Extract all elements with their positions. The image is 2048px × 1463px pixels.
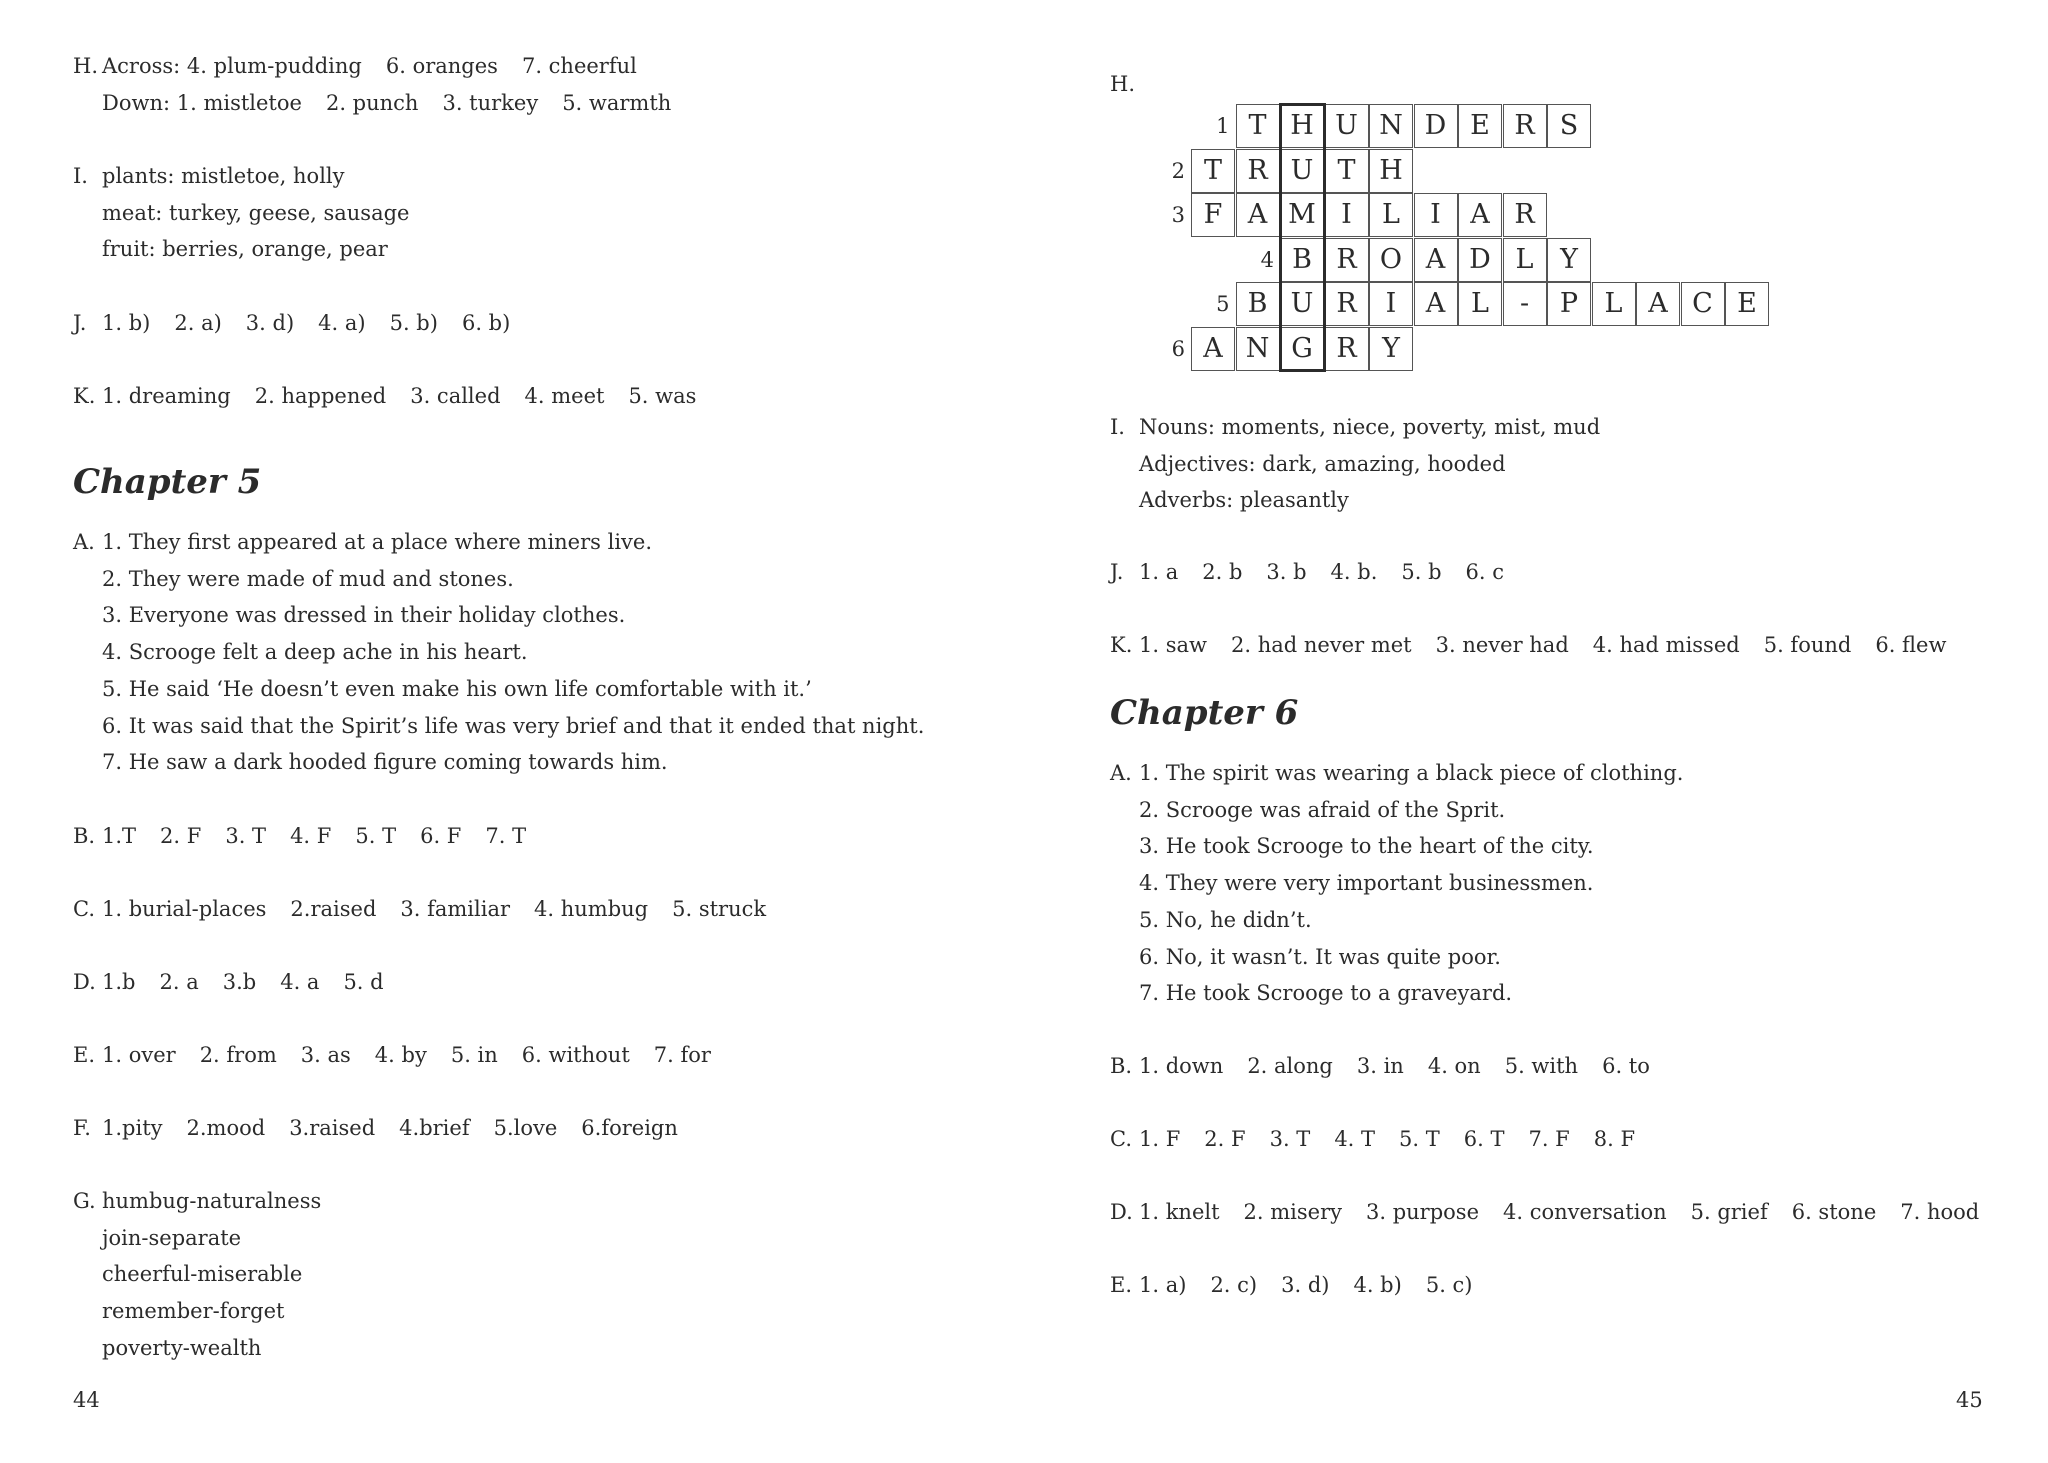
answer-line	[102, 1037, 735, 1074]
section-letter: I.	[1110, 415, 1125, 439]
answer-text: 1.T	[102, 824, 137, 848]
crossword-cell: Y	[1547, 238, 1591, 282]
section-letter: K.	[73, 384, 96, 408]
answer-text: 3. in	[1356, 1054, 1404, 1078]
crossword-cell: B	[1280, 238, 1324, 282]
crossword-cell: U	[1325, 104, 1369, 148]
answer-text: 3. familiar	[400, 897, 511, 921]
answer-text: 1. The spirit was wearing a black piece of clothing.	[1139, 761, 1684, 785]
section-letter: E.	[73, 1043, 96, 1067]
answer-line	[1139, 828, 1618, 865]
answer-text: 1. burial-places	[102, 897, 267, 921]
answer-line	[102, 231, 412, 268]
crossword-cell: E	[1458, 104, 1502, 148]
crossword-cell: A	[1458, 193, 1502, 237]
answer-text: 5. was	[628, 384, 697, 408]
crossword-cell: T	[1325, 149, 1369, 193]
answer-text: 4. had missed	[1592, 633, 1740, 657]
answer-line	[102, 85, 695, 122]
answer-text: Adjectives: dark, amazing, hooded	[1139, 451, 1506, 476]
answer-text: 3. purpose	[1366, 1200, 1480, 1224]
answer-text: 5. T	[355, 824, 397, 848]
crossword-cell: A	[1636, 282, 1680, 326]
crossword-cell: B	[1236, 282, 1280, 326]
crossword-cell: A	[1414, 282, 1458, 326]
section-letter: J.	[73, 311, 87, 335]
answer-text: 1.b	[102, 970, 136, 994]
answer-text: 5. with	[1504, 1054, 1579, 1078]
answer-text: 6. No, it wasn’t. It was quite poor.	[1139, 944, 1501, 969]
answer-text: 1. a)	[1139, 1273, 1187, 1297]
answer-text: join-separate	[102, 1225, 242, 1250]
section-letter: C.	[1110, 1127, 1132, 1151]
crossword-clue-number: 1	[1216, 114, 1230, 138]
answer-line	[1139, 975, 1536, 1012]
section-letter: A.	[73, 530, 95, 554]
answer-text: 3. He took Scrooge to the heart of the city.	[1139, 834, 1594, 859]
answer-text: 4.brief	[399, 1116, 470, 1140]
answer-line	[1139, 446, 1530, 483]
answer-text: 3. T	[225, 824, 267, 848]
answer-text: remember-forget	[102, 1299, 285, 1324]
answer-text: 5. b)	[389, 311, 438, 335]
answer-line	[102, 891, 790, 928]
answer-text: fruit: berries, orange, pear	[102, 237, 388, 262]
answer-line	[102, 1220, 265, 1257]
answer-text: 2.raised	[290, 897, 377, 921]
answer-text: 7. F	[1528, 1127, 1570, 1151]
crossword-cell: R	[1325, 282, 1369, 326]
answer-line	[102, 964, 408, 1001]
answer-text: 4. b.	[1330, 560, 1378, 584]
answer-text: 1. They first appeared at a place where miners live.	[102, 530, 652, 554]
answer-text: 3. turkey	[442, 90, 539, 115]
answer-line	[102, 524, 676, 561]
crossword-cell: U	[1280, 149, 1324, 193]
answer-text: 2. had never met	[1230, 633, 1412, 657]
section-letter: K.	[1110, 633, 1133, 657]
answer-text: 5. c)	[1425, 1273, 1473, 1297]
answer-text: 2. Scrooge was afraid of the Sprit.	[1139, 797, 1506, 822]
chapter-heading: Chapter 5	[73, 462, 262, 502]
answer-text: 3.raised	[289, 1116, 376, 1140]
crossword-clue-number: 3	[1171, 203, 1185, 227]
answer-line	[1139, 755, 1707, 792]
answer-line	[1139, 1048, 1674, 1085]
answer-line	[102, 1330, 285, 1367]
answer-line	[1139, 902, 1336, 939]
answer-text: 6.foreign	[581, 1116, 678, 1140]
answer-line	[102, 1293, 309, 1330]
chapter-heading: Chapter 6	[1110, 693, 1299, 733]
answer-text: 6. It was said that the Spirit’s life was very brief and that it ended that night.	[102, 713, 925, 738]
answer-text: 3. d)	[245, 311, 295, 335]
answer-line	[102, 818, 550, 855]
answer-line	[102, 744, 692, 781]
answer-text: cheerful-miserable	[102, 1262, 303, 1287]
answer-text: 7. hood	[1900, 1200, 1980, 1224]
crossword-cell: D	[1458, 238, 1502, 282]
answer-line	[1139, 1194, 2003, 1231]
answer-line	[1139, 554, 1528, 591]
answer-text: 5. d	[343, 970, 384, 994]
crossword-cell: T	[1236, 104, 1280, 148]
answer-text: 5. found	[1763, 633, 1852, 657]
answer-text: 2. misery	[1243, 1200, 1342, 1224]
crossword-cell: R	[1236, 149, 1280, 193]
crossword-clue-number: 5	[1216, 292, 1230, 316]
answer-text: 1. dreaming	[102, 384, 231, 408]
crossword-cell: L	[1458, 282, 1502, 326]
answer-line	[1139, 482, 1373, 519]
answer-text: 6. T	[1463, 1127, 1505, 1151]
answer-line	[102, 195, 433, 232]
answer-line	[102, 634, 552, 671]
crossword-cell: H	[1280, 104, 1324, 148]
answer-text: 1. down	[1139, 1054, 1224, 1078]
section-letter: B.	[73, 824, 96, 848]
answer-text: 4. conversation	[1503, 1200, 1667, 1224]
answer-line	[102, 708, 948, 745]
answer-text: 5. struck	[672, 897, 767, 921]
answer-text: poverty-wealth	[102, 1335, 262, 1360]
crossword-cell: T	[1191, 149, 1235, 193]
answer-line	[102, 561, 538, 598]
crossword-cell: F	[1191, 193, 1235, 237]
answer-text: 4. humbug	[534, 897, 649, 921]
crossword-cell: N	[1236, 327, 1280, 371]
answer-text: 2. from	[199, 1043, 277, 1067]
answer-text: 4. a	[280, 970, 320, 994]
answer-text: 3. called	[410, 384, 501, 408]
answer-line	[102, 597, 649, 634]
section-letter: A.	[1110, 761, 1132, 785]
answer-text: Adverbs: pleasantly	[1139, 488, 1349, 513]
crossword-clue-number: 6	[1171, 336, 1185, 361]
section-letter: J.	[1110, 560, 1124, 584]
crossword-cell: H	[1369, 149, 1413, 193]
answer-text: 2.mood	[186, 1116, 266, 1140]
answer-text: 1. knelt	[1139, 1200, 1220, 1224]
answer-text: 2. c)	[1210, 1273, 1258, 1297]
answer-text: 1. a	[1139, 560, 1179, 584]
crossword-cell: -	[1503, 282, 1547, 326]
crossword-cell: I	[1325, 193, 1369, 237]
crossword-cell: I	[1369, 282, 1413, 326]
answer-text: 1.pity	[102, 1116, 163, 1140]
answer-line	[102, 671, 836, 708]
answer-line	[1139, 627, 1970, 664]
crossword-clue-number: 4	[1260, 247, 1274, 272]
section-letter: E.	[1110, 1273, 1133, 1297]
section-letter: C.	[73, 897, 95, 921]
crossword-cell: E	[1725, 282, 1769, 326]
answer-text: 2. happened	[254, 384, 387, 408]
crossword-cell: Y	[1369, 327, 1413, 371]
answer-text: 5. in	[450, 1043, 498, 1067]
answer-text: 6. oranges	[385, 54, 498, 78]
answer-text: 4. F	[290, 824, 332, 848]
crossword-cell: U	[1280, 282, 1324, 326]
answer-line	[102, 48, 661, 85]
answer-text: 7. cheerful	[521, 54, 637, 78]
answer-text: 2. along	[1247, 1054, 1333, 1078]
answer-line	[1139, 409, 1624, 446]
section-letter: D.	[73, 970, 96, 994]
crossword-cell: C	[1681, 282, 1725, 326]
answer-text: meat: turkey, geese, sausage	[102, 200, 410, 225]
answer-text: 6. F	[420, 824, 462, 848]
answer-text: 3.b	[222, 970, 257, 994]
answer-text: 6. to	[1602, 1054, 1650, 1078]
answer-text: 4. b)	[1353, 1273, 1402, 1297]
answer-line	[1139, 1267, 1497, 1304]
crossword-cell: R	[1503, 193, 1547, 237]
answer-text: 6. without	[521, 1043, 630, 1067]
answer-text: 2. a	[159, 970, 199, 994]
crossword-cell: O	[1369, 238, 1413, 282]
crossword-cell: A	[1191, 327, 1235, 371]
answer-line	[1139, 939, 1525, 976]
answer-text: 8. F	[1593, 1127, 1636, 1151]
crossword-clue-number: 2	[1171, 158, 1185, 183]
answer-text: 2. punch	[325, 90, 419, 115]
answer-line	[102, 305, 534, 342]
section-letter: D.	[1110, 1200, 1133, 1224]
answer-text: 7. T	[485, 824, 527, 848]
crossword-grid	[1024, 0, 2048, 400]
crossword-cell: R	[1325, 327, 1369, 371]
crossword-cell: S	[1547, 104, 1591, 148]
section-letter: H.	[73, 54, 98, 78]
crossword-cell: L	[1592, 282, 1636, 326]
answer-text: plants: mistletoe, holly	[102, 164, 345, 188]
crossword-cell: P	[1547, 282, 1591, 326]
answer-text: 1. F	[1139, 1127, 1181, 1151]
answer-text: 4. meet	[524, 384, 605, 408]
crossword-cell: I	[1414, 193, 1458, 237]
crossword-cell: G	[1280, 327, 1324, 371]
answer-text: 1. over	[102, 1043, 176, 1067]
answer-text: 7. He took Scrooge to a graveyard.	[1139, 981, 1513, 1006]
answer-text: 4. They were very important businessmen.	[1139, 871, 1594, 896]
answer-text: 5. No, he didn’t.	[1139, 907, 1312, 932]
crossword-cell: M	[1280, 193, 1324, 237]
answer-text: 6. stone	[1791, 1200, 1877, 1224]
answer-line	[102, 378, 720, 415]
answer-text: 5. b	[1401, 560, 1442, 584]
answer-text: 5. T	[1399, 1127, 1440, 1151]
answer-text: 4. by	[374, 1043, 427, 1067]
answer-text: 4. a)	[318, 311, 366, 335]
page-number-left: 44	[73, 1388, 100, 1412]
answer-text: Down: 1. mistletoe	[102, 90, 302, 115]
crossword-cell: R	[1503, 104, 1547, 148]
crossword-cell: L	[1369, 193, 1413, 237]
answer-text: 1. saw	[1139, 633, 1207, 657]
answer-text: 3. T	[1269, 1127, 1311, 1151]
answer-text: 5. grief	[1690, 1200, 1768, 1224]
answer-text: 2. F	[1204, 1127, 1246, 1151]
section-letter: B.	[1110, 1054, 1133, 1078]
answer-text: 4. on	[1427, 1054, 1481, 1078]
answer-text: 6. b)	[461, 311, 511, 335]
answer-line	[102, 1110, 702, 1147]
crossword-cell: R	[1325, 238, 1369, 282]
crossword-section-letter: H.	[1110, 72, 1135, 96]
answer-text: 1. b)	[102, 311, 151, 335]
answer-text: 2. a)	[174, 311, 222, 335]
crossword-cell: A	[1414, 238, 1458, 282]
answer-text: 2. F	[160, 824, 202, 848]
answer-line	[1139, 865, 1617, 902]
answer-text: 3. Everyone was dressed in their holiday clothes.	[102, 603, 626, 628]
answer-text: 3. as	[300, 1043, 351, 1067]
page-number-right: 45	[1956, 1388, 1983, 1412]
crossword-cell: D	[1414, 104, 1458, 148]
answer-text: 7. He saw a dark hooded figure coming towards him.	[102, 750, 668, 775]
answer-text: 5. warmth	[562, 90, 672, 115]
answer-text: humbug-naturalness	[102, 1189, 322, 1213]
answer-text: 6. flew	[1875, 633, 1947, 657]
answer-text: 3. b	[1266, 560, 1307, 584]
answer-text: Nouns: moments, niece, poverty, mist, mud	[1139, 415, 1601, 439]
crossword-cell: N	[1369, 104, 1413, 148]
section-letter: G.	[73, 1189, 96, 1213]
answer-text: 5.love	[493, 1116, 558, 1140]
answer-line	[102, 158, 368, 195]
answer-line	[1139, 1121, 1659, 1158]
answer-line	[1139, 792, 1529, 829]
answer-line	[102, 1256, 326, 1293]
answer-text: 6. c	[1465, 560, 1505, 584]
section-letter: F.	[73, 1116, 91, 1140]
answer-text: 3. never had	[1435, 633, 1569, 657]
answer-text: Across: 4. plum-pudding	[102, 54, 362, 78]
crossword-cell: A	[1236, 193, 1280, 237]
answer-line	[102, 1183, 345, 1220]
crossword-cell: L	[1503, 238, 1547, 282]
answer-text: 4. Scrooge felt a deep ache in his heart.	[102, 640, 528, 665]
answer-text: 5. He said ‘He doesn’t even make his own life comfortable with it.’	[102, 676, 812, 701]
section-letter: I.	[73, 164, 88, 188]
answer-text: 7. for	[653, 1043, 711, 1067]
answer-text: 2. b	[1202, 560, 1243, 584]
answer-text: 2. They were made of mud and stones.	[102, 566, 514, 591]
answer-text: 4. T	[1334, 1127, 1376, 1151]
answer-text: 3. d)	[1281, 1273, 1330, 1297]
